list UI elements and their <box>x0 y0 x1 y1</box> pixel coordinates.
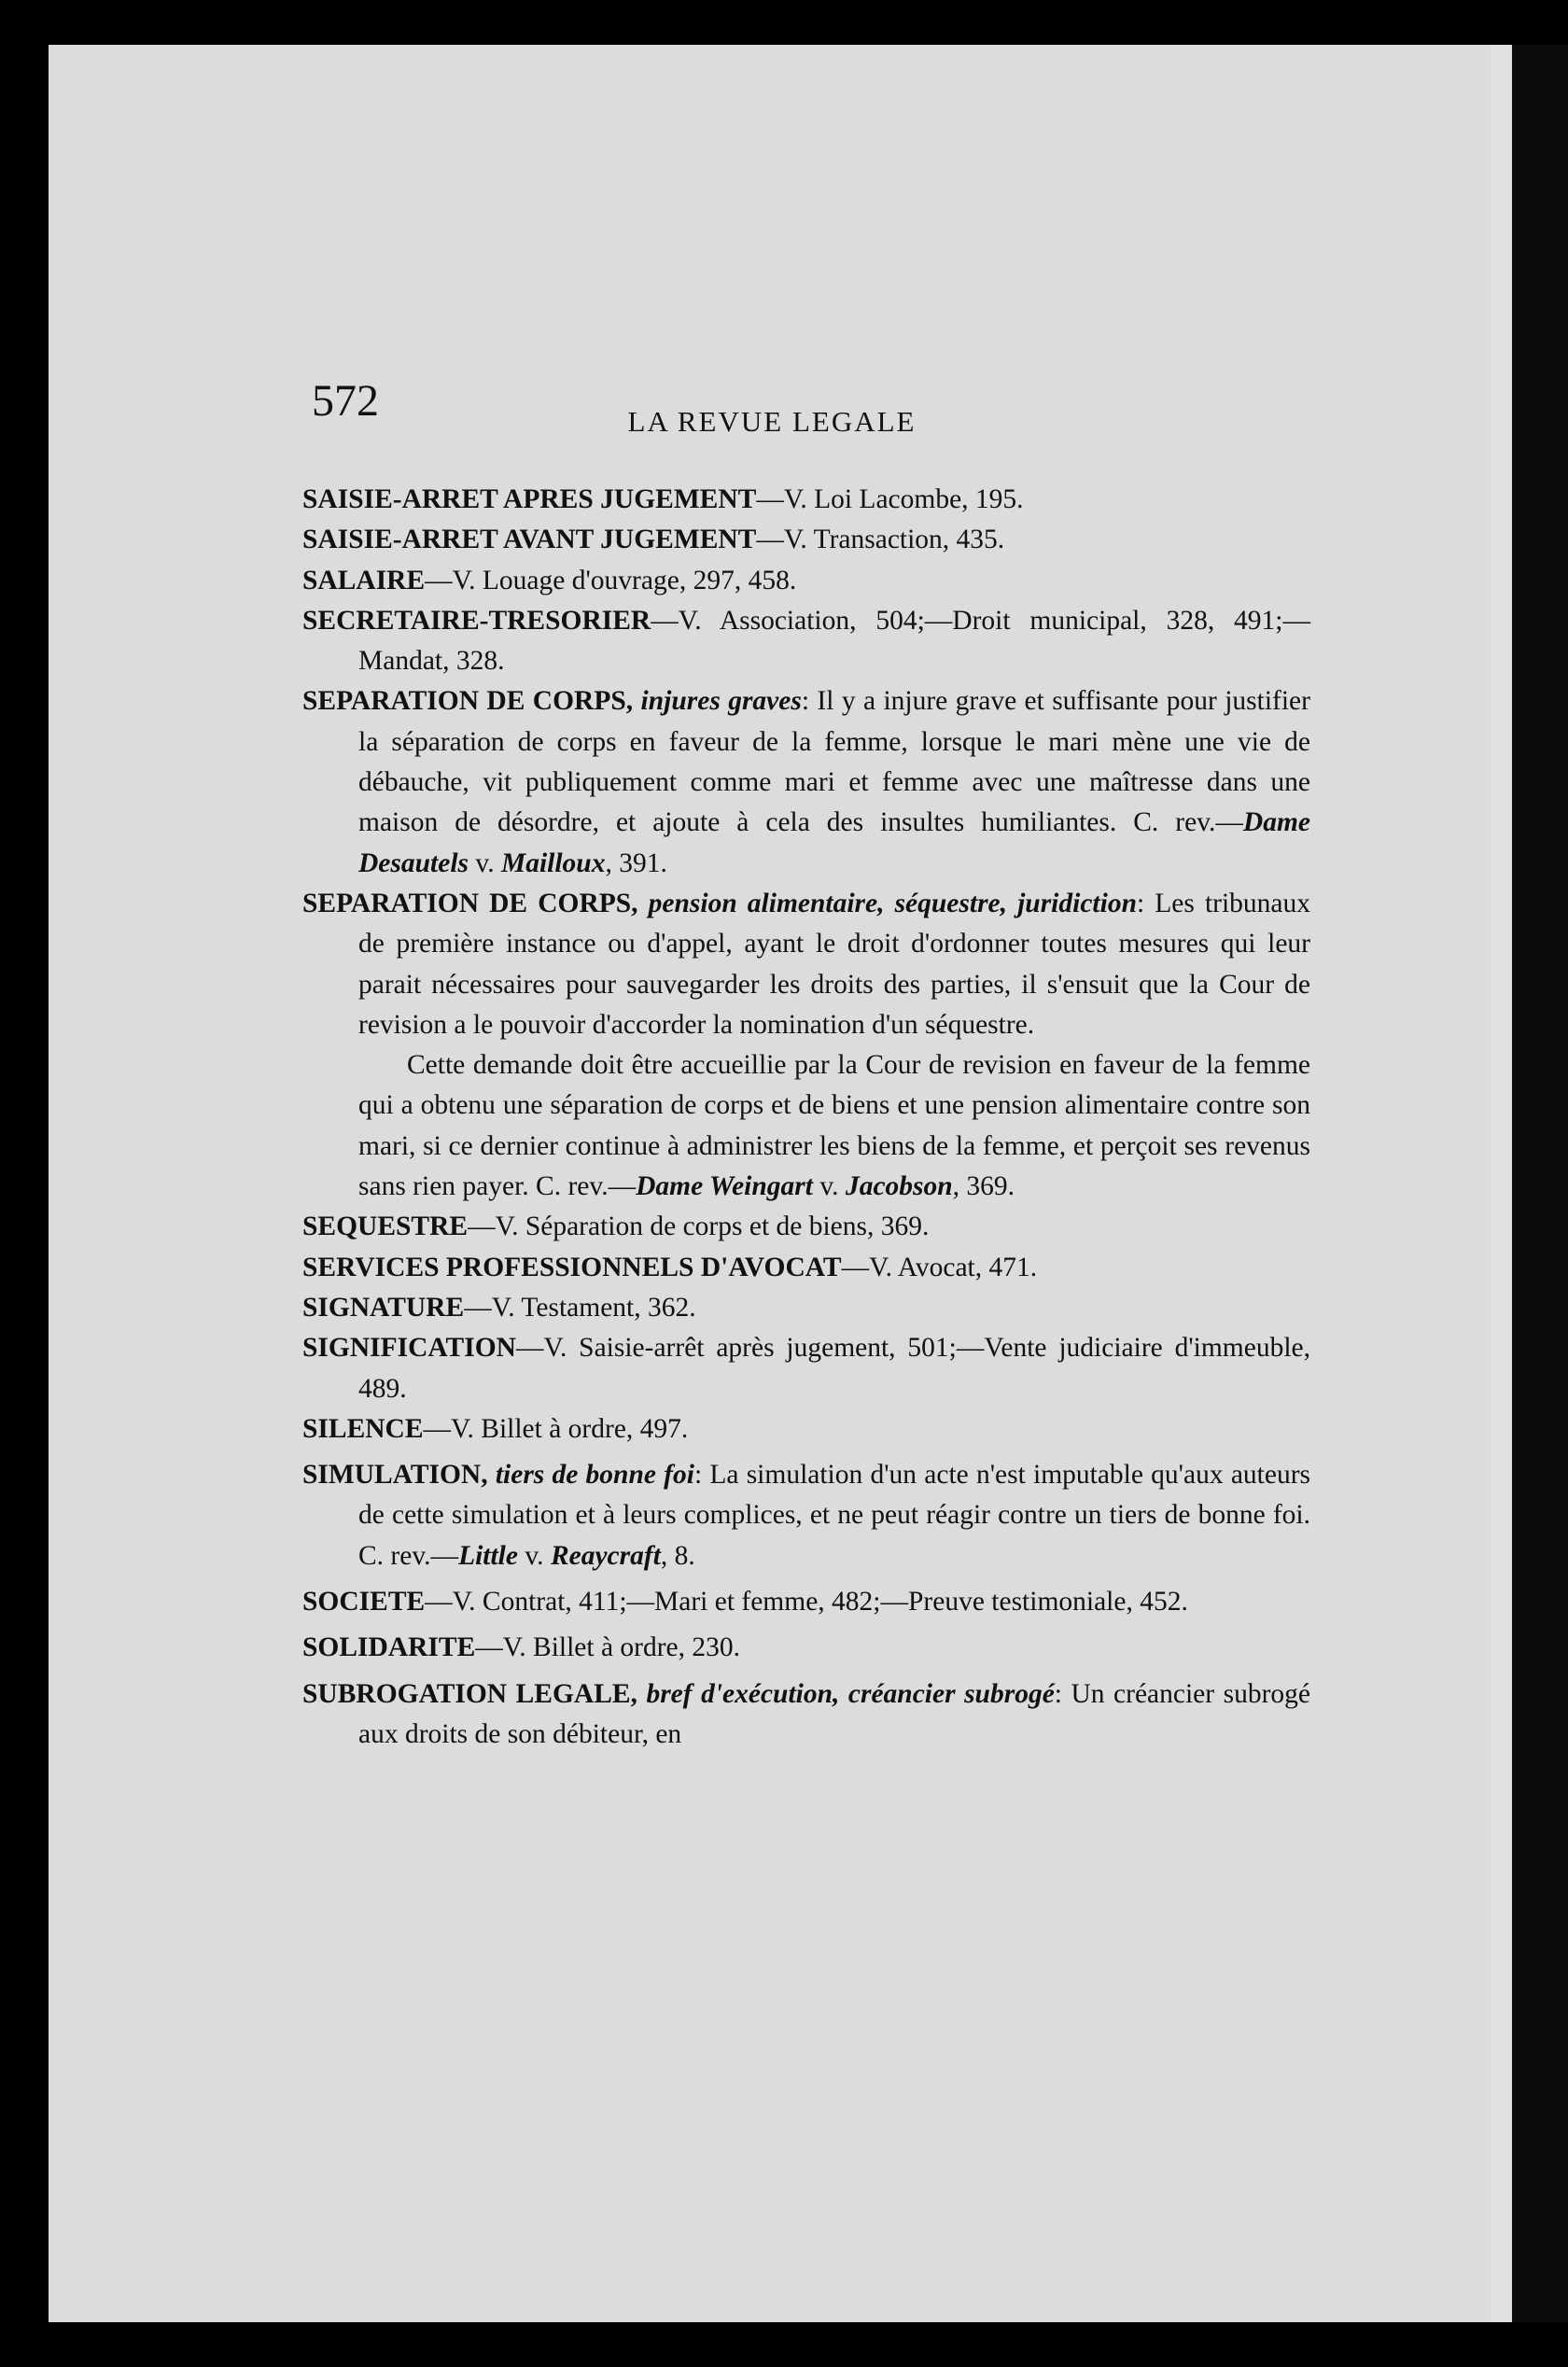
case-versus: v. <box>812 1171 846 1202</box>
entry-text: —V. Loi Lacombe, 195. <box>756 484 1024 514</box>
index-entry <box>302 1455 1310 1576</box>
entry-text: : Les tribunaux de première instance ou d'appel, ayant le droit d'ordonner toutes mesures qui leur parait nécessaires pour sauvegarder les droits des parties, il s'ensuit que la Cour de revision a le pouvoir d'accorder la nomination d'un séquestre. <box>358 888 1311 1040</box>
case-versus: v. <box>469 847 501 878</box>
index-entry <box>302 601 1310 682</box>
entry-subheading: tiers de bonne foi <box>495 1460 694 1491</box>
case-party: Mailloux <box>500 847 606 878</box>
entry-text: —V. Billet à ordre, 497. <box>423 1413 689 1444</box>
case-citation: , 8. <box>660 1540 695 1571</box>
entry-text: : La simulation d'un acte n'est imputable qu'aux auteurs de cette simulation et à leurs complices, et ne peut réagir contre un tiers de bonne foi. C. rev.— <box>358 1460 1310 1571</box>
entry-heading: SIGNIFICATION <box>302 1333 516 1364</box>
entry-heading: SOCIETE <box>302 1587 426 1618</box>
entry-heading: SERVICES PROFESSIONNELS D'AVOCAT <box>302 1252 842 1282</box>
entry-text: —V. Testament, 362. <box>464 1292 696 1323</box>
index-entry <box>302 681 1310 883</box>
entry-text: —V. Transaction, 435. <box>756 525 1005 555</box>
entry-text: —V. Avocat, 471. <box>841 1252 1038 1282</box>
case-party: Little <box>458 1540 518 1571</box>
entry-subheading: injures graves <box>640 686 802 717</box>
index-entry <box>302 480 1310 520</box>
entry-text: —V. Louage d'ouvrage, 297, 458. <box>425 565 797 595</box>
index-entry <box>302 1288 1310 1328</box>
entry-text: —V. Association, 504;—Droit municipal, 328, 491;—Mandat, 328. <box>358 605 1310 677</box>
entry-heading: SILENCE <box>302 1413 424 1444</box>
entry-heading: SAISIE-ARRET AVANT JUGEMENT <box>302 525 757 555</box>
index-entry <box>302 1674 1310 1756</box>
page-gutter <box>1491 45 1512 2322</box>
entry-heading: SUBROGATION LEGALE, <box>302 1678 637 1709</box>
entry-heading: SAISIE-ARRET APRES JUGEMENT <box>302 484 757 514</box>
entry-subheading: pension alimentaire, séquestre, juridiction <box>648 888 1137 918</box>
entry-text: —V. Séparation de corps et de biens, 369. <box>468 1212 930 1242</box>
case-party: Reaycraft <box>550 1540 661 1571</box>
index-entry <box>302 520 1310 560</box>
index-entry <box>302 561 1310 601</box>
entry-heading: SALAIRE <box>302 565 426 595</box>
entry-text: —V. Saisie-arrêt après jugement, 501;—Vente judiciaire d'immeuble, 489. <box>358 1333 1310 1404</box>
entry-heading: SEPARATION DE CORPS, <box>302 686 634 717</box>
paragraph-text: Cette demande doit être accueillie par la Cour de revision en faveur de la femme qui a obtenu une séparation de corps et de biens et une pension alimentaire contre son mari, si ce dernier continue à administrer les biens de la femme, et perçoit ses revenus sans rien payer. C. rev.— <box>358 1050 1310 1202</box>
entry-text: —V. Contrat, 411;—Mari et femme, 482;—Preuve testimoniale, 452. <box>425 1587 1188 1618</box>
case-citation: , 369. <box>952 1171 1015 1202</box>
entry-heading: SOLIDARITE <box>302 1632 476 1663</box>
page-number: 572 <box>312 376 379 426</box>
facing-page-edge <box>1512 45 1568 2322</box>
entry-text: : Un créancier subrogé aux droits de son débiteur, en <box>358 1678 1310 1749</box>
entry-heading: SIGNATURE <box>302 1292 465 1323</box>
entry-text: —V. Billet à ordre, 230. <box>475 1632 741 1663</box>
entry-heading: SIMULATION, <box>302 1460 488 1491</box>
case-citation: , 391. <box>605 847 667 878</box>
entry-text: : Il y a injure grave et suffisante pour justifier la séparation de corps en faveur de la femme, lorsque le mari mène une vie de débauche, vit publiquement comme mari et femme avec une maîtresse dans une maison de désordre, et ajoute à cela des insultes humiliantes. C. rev.— <box>358 686 1310 838</box>
index-entry <box>302 1248 1310 1288</box>
index-entry <box>302 1409 1310 1450</box>
index-entry <box>302 1582 1310 1622</box>
index-entry <box>302 884 1310 1045</box>
case-versus: v. <box>517 1540 551 1571</box>
index-paragraph <box>302 1045 1310 1207</box>
running-head: LA REVUE LEGALE <box>627 405 917 438</box>
entry-heading: SECRETAIRE-TRESORIER <box>302 605 651 636</box>
case-party: Dame Desautels <box>358 807 1310 878</box>
index-entry <box>302 1628 1310 1668</box>
index-text <box>302 480 1310 1755</box>
book-page <box>49 45 1495 2322</box>
entry-subheading: bref d'exécution, créancier subrogé <box>646 1678 1055 1709</box>
index-entry <box>302 1207 1310 1247</box>
case-party: Jacobson <box>845 1171 953 1202</box>
entry-heading: SEQUESTRE <box>302 1212 469 1242</box>
index-entry <box>302 1328 1310 1409</box>
entry-heading: SEPARATION DE CORPS, <box>302 888 638 918</box>
case-party: Dame Weingart <box>636 1171 813 1202</box>
